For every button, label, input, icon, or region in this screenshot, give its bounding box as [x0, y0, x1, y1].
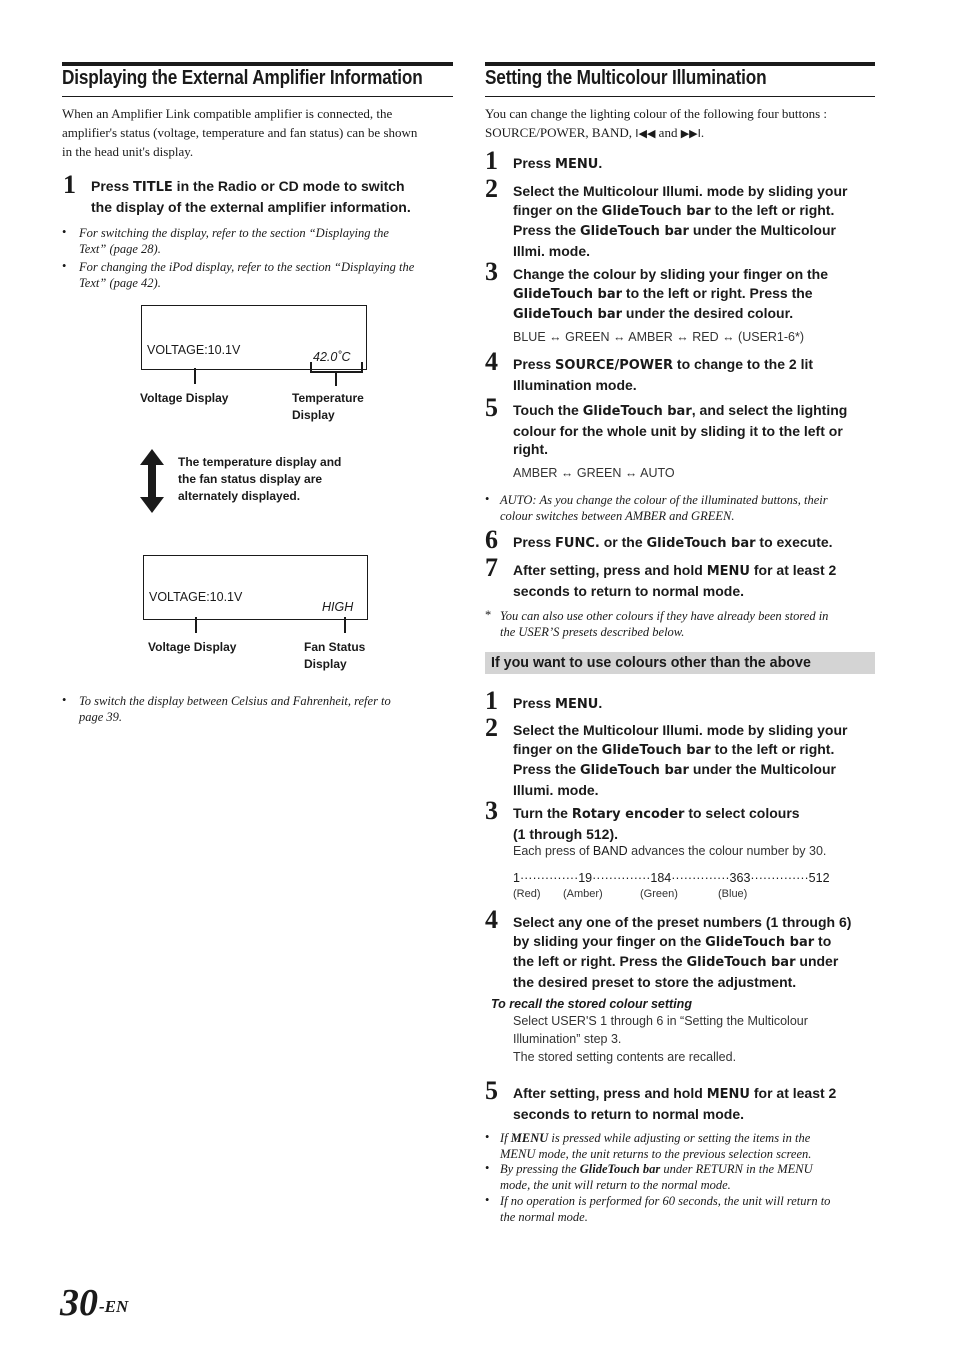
scale-label-blue: (Blue) — [718, 888, 748, 900]
section-title: Setting the Multicolour Illumination — [485, 67, 767, 89]
step-text: Change the colour by sliding your finger on the GlideTouch bar to the left or right. Press the GlideTouch bar under the desired colour. — [513, 266, 829, 322]
callout-line — [194, 368, 196, 384]
next-track-icon: ▶▶I — [680, 127, 701, 140]
section-top-rule — [485, 62, 875, 66]
note-text: AUTO: As you change the colour of the illuminated buttons, their colour switches between AMBER and GREEN. — [500, 493, 828, 523]
alternate-display-caption: The temperature display and the fan status display are alternately displayed. — [178, 455, 342, 503]
scale-label-red: (Red) — [513, 888, 541, 900]
scale-label-amber: (Amber) — [563, 888, 603, 900]
step-number: 3 — [485, 257, 498, 286]
voltage-display-label: Voltage Display — [140, 391, 229, 405]
note-text: To switch the display between Celsius and Fahrenheit, refer to page 39. — [79, 694, 391, 724]
note-bullet: • — [485, 1193, 490, 1207]
recall-text: Select USER'S 1 through 6 in “Setting the Multicolour Illumination” step 3. The stored setting contents are recalled. — [513, 1014, 808, 1064]
band-note: Each press of BAND advances the colour number by 30. — [513, 844, 827, 858]
note-bullet: • — [485, 1161, 490, 1175]
step-number: 4 — [485, 347, 498, 376]
voltage-readout: VOLTAGE:10.1V — [149, 590, 243, 604]
step-number: 1 — [63, 170, 76, 199]
recall-heading: To recall the stored colour setting — [491, 997, 692, 1011]
step-text: Press MENU. — [513, 155, 603, 172]
note-bullet: • — [62, 693, 67, 707]
step-number: 6 — [485, 525, 498, 554]
colour-sequence: BLUE ↔ GREEN ↔ AMBER ↔ RED ↔ (USER1-6*) — [513, 330, 805, 344]
callout-line — [195, 617, 197, 633]
step-text: Press SOURCE/POWER to change to the 2 lit Illumination mode. — [513, 356, 814, 393]
step-number: 4 — [485, 905, 498, 934]
note-text: If MENU is pressed while adjusting or setting the items in the MENU mode, the unit returns to the previous selection screen. — [500, 1131, 812, 1161]
step-number: 1 — [485, 686, 498, 715]
note-bullet: • — [62, 259, 67, 273]
page-number: 30 — [60, 1282, 98, 1324]
note-bullet: • — [485, 1130, 490, 1144]
note-text: If no operation is performed for 60 seconds, the unit will return to the normal mode. — [500, 1194, 831, 1224]
step-text: Select the Multicolour Illumi. mode by sliding your finger on the GlideTouch bar to the left or right. Press the GlideTouch bar under the Multicolour Illumi. mode. — [513, 722, 848, 798]
step-number: 5 — [485, 1076, 498, 1105]
step-text: Select any one of the preset numbers (1 through 6) by sliding your finger on the GlideTouch bar to the left or right. Press the GlideTouch bar under the desired preset to store the adjustment. — [513, 914, 852, 990]
prev-track-icon: I◀◀ — [635, 127, 656, 140]
step-number: 2 — [485, 713, 498, 742]
note-text: By pressing the GlideTouch bar under RETURN in the MENU mode, the unit will return to the normal mode. — [500, 1162, 813, 1192]
fan-status-display-label: Fan Status Display — [304, 640, 366, 671]
voltage-display-label: Voltage Display — [148, 640, 237, 654]
step-text: Press TITLE in the Radio or CD mode to switch the display of the external amplifier information. — [91, 178, 411, 215]
lcd-display-fan — [143, 555, 368, 620]
step-text: Turn the Rotary encoder to select colours (1 through 512). — [513, 805, 800, 842]
section-top-rule — [62, 62, 453, 66]
note-bullet: • — [485, 492, 490, 506]
step-text: Press MENU. — [513, 695, 603, 712]
asterisk-mark: * — [485, 608, 492, 622]
note-text: You can also use other colours if they have already been stored in the USER’S presets described below. — [500, 609, 829, 639]
step-number: 7 — [485, 553, 498, 582]
scale-label-green: (Green) — [640, 888, 678, 900]
fan-status-readout: HIGH — [322, 600, 354, 614]
page-language-suffix: -EN — [99, 1297, 129, 1316]
temperature-readout: 42.0˚C — [313, 350, 351, 364]
step-text: Select the Multicolour Illumi. mode by sliding your finger on the GlideTouch bar to the left or right. Press the GlideTouch bar under the Multicolour Illmi. mode. — [513, 183, 848, 259]
intro-paragraph: You can change the lighting colour of the following four buttons : SOURCE/POWER, BAND, I◀◀ and ▶▶I. — [485, 106, 828, 140]
colour-sequence: AMBER ↔ GREEN ↔ AUTO — [513, 466, 675, 480]
note-text: For switching the display, refer to the section “Displaying the Text” (page 28). — [79, 226, 389, 256]
temperature-display-label: Temperature Display — [292, 391, 364, 422]
step-text: Touch the GlideTouch bar, and select the lighting colour for the whole unit by sliding it to the left or right. — [513, 402, 848, 457]
step-number: 3 — [485, 796, 498, 825]
section-bottom-rule — [485, 96, 875, 97]
step-text: Press FUNC. or the GlideTouch bar to execute. — [513, 534, 833, 551]
note-bullet: • — [62, 225, 67, 239]
callout-line — [344, 617, 346, 633]
subsection-heading: If you want to use colours other than the above — [485, 652, 875, 674]
colour-number-scale: 1··············19··············184··············363··············512 — [513, 871, 830, 885]
step-text: After setting, press and hold MENU for at least 2 seconds to return to normal mode. — [513, 1085, 837, 1122]
note-text: For changing the iPod display, refer to the section “Displaying the Text” (page 42). — [79, 260, 415, 290]
section-title: Displaying the External Amplifier Information — [62, 67, 423, 89]
step-number: 5 — [485, 393, 498, 422]
intro-paragraph: When an Amplifier Link compatible amplifier is connected, the amplifier's status (voltage, temperature and fan status) can be shown in the head unit's display. — [62, 106, 418, 159]
step-number: 1 — [485, 146, 498, 175]
double-arrow-icon — [139, 449, 165, 513]
callout-line — [335, 372, 337, 386]
step-text: After setting, press and hold MENU for at least 2 seconds to return to normal mode. — [513, 562, 837, 599]
voltage-readout: VOLTAGE:10.1V — [147, 343, 241, 357]
step-number: 2 — [485, 174, 498, 203]
section-bottom-rule — [62, 96, 453, 97]
lcd-display-temperature — [141, 305, 367, 370]
